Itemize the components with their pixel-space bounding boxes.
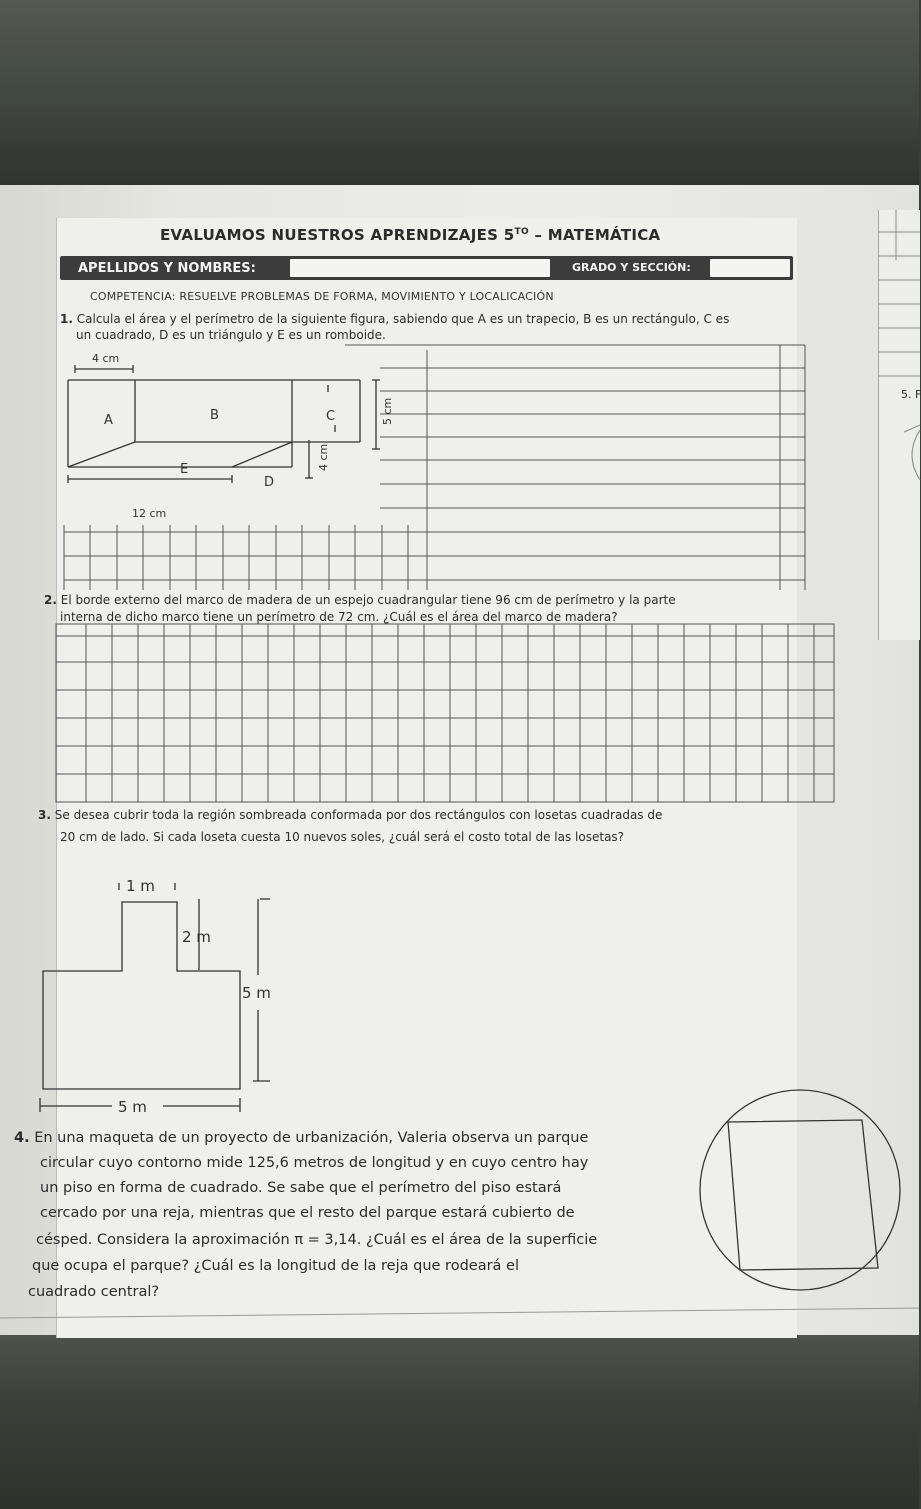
q1-label-b: B bbox=[210, 408, 219, 423]
q4-text-line3: un piso en forma de cuadrado. Se sabe que el perímetro del piso estará bbox=[40, 1180, 562, 1196]
q3-label-5m-bottom: 5 m bbox=[118, 1098, 147, 1116]
page-title: EVALUAMOS NUESTROS APRENDIZAJES $5^{TO}$ – MATEMÁTICA bbox=[160, 226, 661, 244]
competencia-text: COMPETENCIA: RESUELVE PROBLEMAS DE FORMA, MOVIMIENTO Y LOCALICACIÓN bbox=[90, 290, 554, 303]
q3-label-2m: 2 m bbox=[182, 928, 211, 946]
q4-text-line4: cercado por una reja, mientras que el resto del parque estará cubierto de bbox=[40, 1205, 575, 1221]
q3-text-line1: 3. Se desea cubrir toda la región sombreada conformada por dos rectángulos con losetas cuadradas de bbox=[38, 808, 663, 822]
q3-label-5m-right: 5 m bbox=[242, 984, 271, 1002]
q1-label-a: A bbox=[104, 413, 113, 428]
q1-label-12cm: 12 cm bbox=[132, 507, 167, 520]
q3-label-1m: 1 m bbox=[126, 877, 155, 895]
q2-text-line1: 2. El borde externo del marco de madera de un espejo cuadrangular tiene 96 cm de perímetro y la parte bbox=[44, 593, 676, 607]
q2-text-line2: interna de dicho marco tiene un perímetro de 72 cm. ¿Cuál es el área del marco de madera? bbox=[60, 610, 618, 624]
q1-label-5cm: 5 cm bbox=[381, 397, 394, 425]
q4-text-line2: circular cuyo contorno mide 125,6 metros de longitud y en cuyo centro hay bbox=[40, 1155, 589, 1171]
q1-label-d: D bbox=[264, 475, 275, 490]
q4-text-line5: césped. Considera la aproximación π = 3,14. ¿Cuál es el área de la superficie bbox=[36, 1232, 598, 1248]
q3-text-line2: 20 cm de lado. Si cada loseta cuesta 10 nuevos soles, ¿cuál será el costo total de las losetas? bbox=[60, 830, 625, 844]
q1-label-4cm: 4 cm bbox=[92, 352, 120, 365]
q1-label-c: C bbox=[326, 409, 336, 424]
q4-text-line1: 4. En una maqueta de un proyecto de urbanización, Valeria observa un parque bbox=[14, 1130, 589, 1146]
q1-text-line2: un cuadrado, D es un triángulo y E es un romboide. bbox=[76, 328, 386, 342]
q4-text-line7: cuadrado central? bbox=[28, 1284, 160, 1300]
q1-label-e: E bbox=[180, 462, 189, 477]
names-label: APELLIDOS Y NOMBRES: bbox=[78, 261, 256, 276]
q4-text-line6: que ocupa el parque? ¿Cuál es la longitud de la reja que rodeará el bbox=[32, 1258, 519, 1274]
q1-text-line1: 1. Calcula el área y el perímetro de la siguiente figura, sabiendo que A es un trapecio, B es un rectángulo, C es bbox=[60, 312, 730, 326]
q4-central-square bbox=[728, 1120, 878, 1270]
grade-label: GRADO Y SECCIÓN: bbox=[572, 261, 691, 274]
q1-label-4cm-side: 4 cm bbox=[317, 443, 330, 471]
side-q5-label: 5. F bbox=[901, 388, 921, 401]
